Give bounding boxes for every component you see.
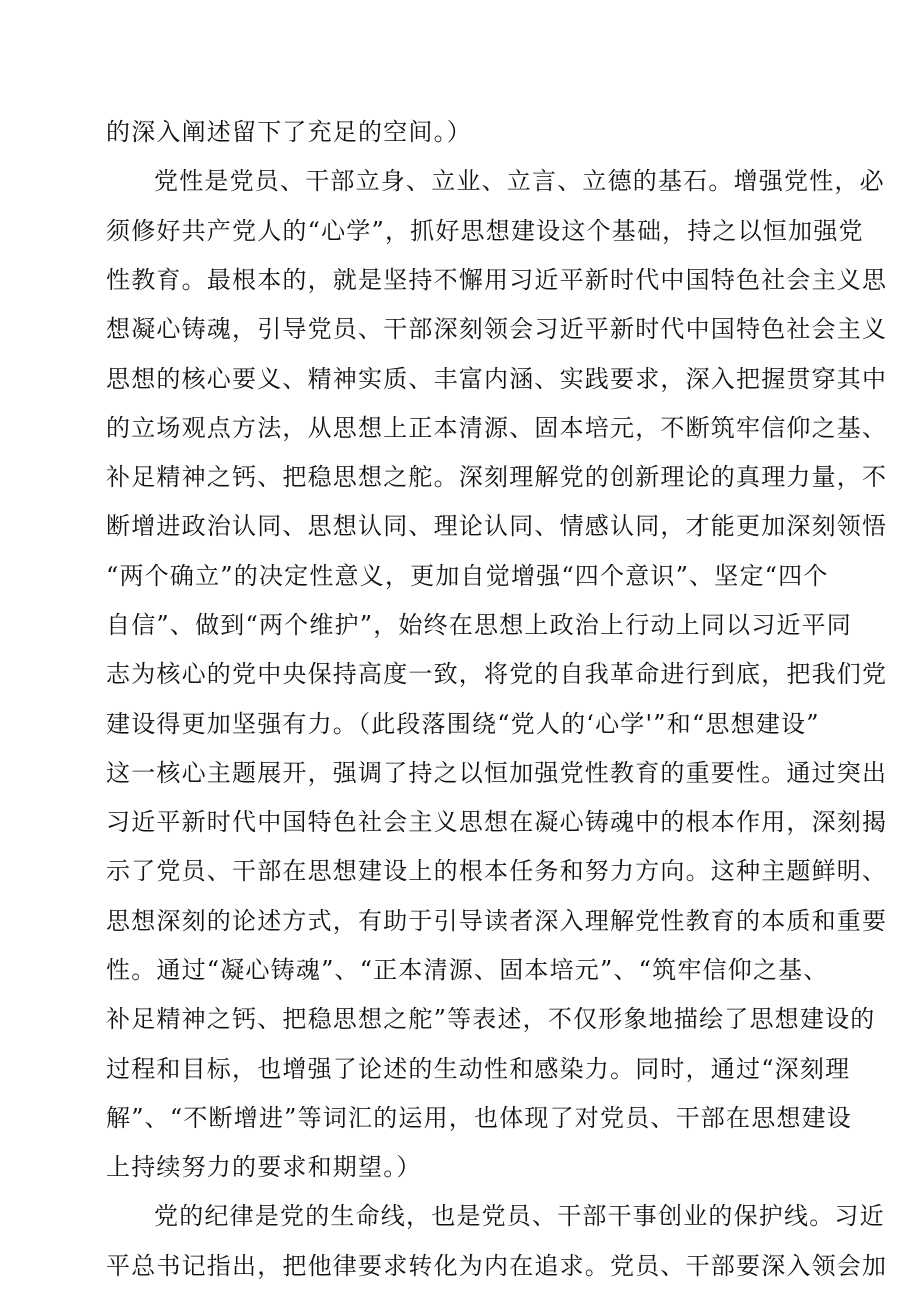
text-line: 想凝心铸魂，引导党员、干部深刻领会习近平新时代中国特色社会主义: [106, 315, 888, 343]
text-line: 补足精神之钙、把稳思想之舵。深刻理解党的创新理论的真理力量，不: [106, 463, 888, 491]
text-line: 自信”、做到“两个维护”，始终在思想上政治上行动上同以习近平同: [106, 611, 853, 639]
paragraph-start-line: 党性是党员、干部立身、立业、立言、立德的基石。增强党性，必: [154, 167, 885, 195]
text-line: 平总书记指出，把他律要求转化为内在追求。党员、干部要深入领会加: [106, 1252, 888, 1280]
text-line: 思想深刻的论述方式，有助于引导读者深入理解党性教育的本质和重要: [106, 907, 888, 935]
text-line: 须修好共产党人的“心学”，抓好思想建设这个基础，持之以恒加强党: [106, 217, 864, 245]
text-line: “两个确立”的决定性意义，更加自觉增强“四个意识”、坚定“四个: [106, 562, 829, 590]
text-line: 建设得更加坚强有力。（此段落围绕“党人的‘心学'”和“思想建设”: [106, 710, 820, 738]
text-line: 性。通过“凝心铸魂”、“正本清源、固本培元”、“筑牢信仰之基、: [106, 956, 829, 984]
text-line: 断增进政治认同、思想认同、理论认同、情感认同，才能更加深刻领悟: [106, 512, 888, 540]
text-line: 示了党员、干部在思想建设上的根本任务和努力方向。这种主题鲜明、: [106, 857, 888, 885]
text-line: 的立场观点方法，从思想上正本清源、固本培元，不断筑牢信仰之基、: [106, 414, 888, 442]
text-line: 思想的核心要义、精神实质、丰富内涵、实践要求，深入把握贯穿其中: [106, 365, 888, 393]
text-line: 补足精神之钙、把稳思想之舵”等表述，不仅形象地描绘了思想建设的: [106, 1005, 876, 1033]
text-line: 志为核心的党中央保持高度一致，将党的自我革命进行到底，把我们党: [106, 660, 888, 688]
text-line: 解”、“不断增进”等词汇的运用，也体现了对党员、干部在思想建设: [106, 1104, 853, 1132]
text-line: 这一核心主题展开，强调了持之以恒加强党性教育的重要性。通过突出: [106, 759, 888, 787]
text-line: 习近平新时代中国特色社会主义思想在凝心铸魂中的根本作用，深刻揭: [106, 808, 888, 836]
text-line: 性教育。最根本的，就是坚持不懈用习近平新时代中国特色社会主义思: [106, 266, 888, 294]
paragraph-start-line: 党的纪律是党的生命线，也是党员、干部干事创业的保护线。习近: [154, 1202, 885, 1230]
text-line: 上持续努力的要求和期望。）: [106, 1153, 422, 1181]
text-line: 过程和目标，也增强了论述的生动性和感染力。同时，通过“深刻理: [106, 1055, 851, 1083]
text-line: 的深入阐述留下了充足的空间。）: [106, 118, 472, 146]
